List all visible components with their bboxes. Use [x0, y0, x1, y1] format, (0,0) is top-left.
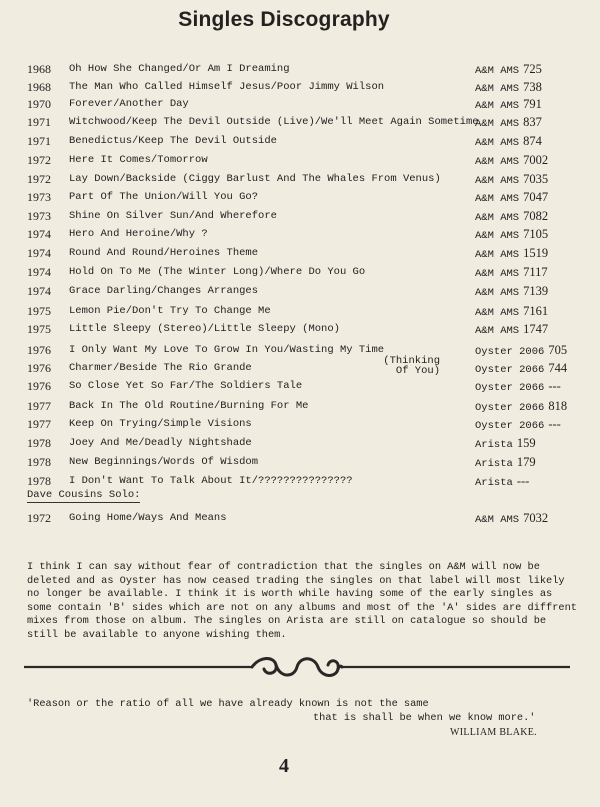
single-label: A&M AMS 7035	[475, 172, 549, 187]
single-catalogue-number: 7117	[523, 265, 548, 279]
single-label: Oyster 2066 ---	[475, 417, 561, 432]
single-label: A&M AMS 7139	[475, 284, 549, 299]
single-title: Keep On Trying/Simple Visions	[69, 418, 252, 430]
single-year: 1968	[27, 80, 51, 94]
page-title: Singles Discography	[178, 8, 390, 31]
single-label: Arista 179	[475, 455, 536, 470]
single-catalogue-number: 874	[523, 134, 542, 148]
single-title: Round And Round/Heroines Theme	[69, 247, 259, 259]
single-catalogue-number: 7082	[523, 209, 549, 223]
single-catalogue-number: 7161	[523, 304, 549, 318]
single-year: 1974	[27, 227, 51, 241]
single-year: 1975	[27, 322, 51, 336]
single-title: Hold On To Me (The Winter Long)/Where Do You Go	[69, 266, 366, 278]
solo-heading: Dave Cousins Solo:	[27, 489, 141, 501]
single-catalogue-number: ---	[548, 417, 561, 431]
single-year: 1978	[27, 474, 51, 488]
single-year: 1970	[27, 97, 51, 111]
single-title: Part Of The Union/Will You Go?	[69, 191, 259, 203]
single-label: A&M AMS 738	[475, 80, 542, 95]
single-label: A&M AMS 874	[475, 134, 542, 149]
single-label: Oyster 2006 705	[475, 343, 568, 358]
single-label: A&M AMS 7117	[475, 265, 548, 280]
single-year: 1973	[27, 209, 51, 223]
single-title: Oh How She Changed/Or Am I Dreaming	[69, 63, 290, 75]
single-title: Little Sleepy (Stereo)/Little Sleepy (Mono)	[69, 323, 340, 335]
single-label: Arista ---	[475, 474, 530, 489]
single-catalogue-number: 7047	[523, 190, 549, 204]
single-catalogue-number: ---	[516, 474, 530, 488]
single-catalogue-number: 744	[548, 361, 568, 375]
paragraph-line: still be available to anyone wishing them.	[27, 628, 287, 641]
single-year: 1972	[27, 511, 51, 525]
single-title: Joey And Me/Deadly Nightshade	[69, 437, 252, 449]
single-title: Lemon Pie/Don't Try To Change Me	[69, 305, 271, 317]
single-title: Lay Down/Backside (Ciggy Barlust And The Whales From Venus)	[69, 173, 441, 185]
single-catalogue-number: 1519	[523, 246, 549, 260]
single-catalogue-number: 7002	[523, 153, 549, 167]
single-title: Hero And Heroine/Why ?	[69, 228, 208, 240]
single-catalogue-number: 159	[516, 436, 536, 450]
single-label: A&M AMS 7105	[475, 227, 549, 242]
single-title: I Only Want My Love To Grow In You/Wasting My Time	[69, 344, 385, 356]
single-year: 1971	[27, 115, 51, 129]
single-title: Back In The Old Routine/Burning For Me	[69, 400, 309, 412]
single-year: 1976	[27, 361, 51, 375]
single-label: A&M AMS 7082	[475, 209, 549, 224]
single-catalogue-number: 179	[516, 455, 536, 469]
single-label: Oyster 2066 ---	[475, 379, 561, 394]
page-number: 4	[279, 755, 289, 777]
margin-note	[376, 356, 440, 376]
single-year: 1974	[27, 246, 51, 260]
single-year: 1977	[27, 399, 51, 413]
single-catalogue-number: 818	[548, 399, 568, 413]
single-year: 1972	[27, 172, 51, 186]
commentary-paragraph	[27, 561, 583, 643]
single-catalogue-number: 7032	[523, 511, 549, 525]
paragraph-line: I think I can say without fear of contradiction that the singles on A&M will now be	[27, 561, 540, 573]
single-title: Forever/Another Day	[69, 98, 189, 110]
paragraph-line: deleted and as Oyster has now ceased trading the singles on that label will most likely	[27, 574, 565, 587]
single-year: 1973	[27, 190, 51, 204]
single-title: The Man Who Called Himself Jesus/Poor Jimmy Wilson	[69, 81, 385, 93]
single-label: A&M AMS 7002	[475, 153, 549, 168]
blake-quote	[27, 697, 547, 725]
single-label: Oyster 2066 818	[475, 399, 568, 414]
single-catalogue-number: 791	[523, 97, 542, 111]
single-catalogue-number: 7139	[523, 284, 549, 298]
ornamental-divider	[24, 652, 570, 682]
single-title: New Beginnings/Words Of Wisdom	[69, 456, 259, 468]
single-title: Going Home/Ways And Means	[69, 512, 227, 524]
single-year: 1971	[27, 134, 51, 148]
single-label: A&M AMS 725	[475, 62, 542, 77]
single-title: I Don't Want To Talk About It/???????????????	[69, 475, 353, 487]
single-year: 1972	[27, 153, 51, 167]
single-year: 1978	[27, 455, 51, 469]
quote-author: WILLIAM BLAKE.	[450, 727, 537, 738]
margin-note-line: Of You)	[395, 365, 440, 377]
single-year: 1977	[27, 417, 51, 431]
single-label: A&M AMS 1747	[475, 322, 549, 337]
single-catalogue-number: ---	[548, 379, 561, 393]
paragraph-line: some contain 'B' sides which are not on any albums and most of the 'A' sides are diffrent	[27, 601, 577, 614]
single-label: A&M AMS 837	[475, 115, 542, 130]
single-catalogue-number: 7035	[523, 172, 549, 186]
paragraph-line: mixes from those on album. The singles on Arista are still on catalogue so should be	[27, 615, 547, 628]
single-year: 1976	[27, 379, 51, 393]
single-year: 1974	[27, 265, 51, 279]
single-catalogue-number: 738	[523, 80, 542, 94]
single-year: 1976	[27, 343, 51, 357]
single-catalogue-number: 837	[523, 115, 542, 129]
margin-note-line: (Thinking	[383, 355, 440, 367]
single-title: Here It Comes/Tomorrow	[69, 154, 208, 166]
single-catalogue-number: 725	[523, 62, 542, 76]
single-catalogue-number: 705	[548, 343, 568, 357]
single-year: 1978	[27, 436, 51, 450]
scroll-ornament-icon	[252, 658, 342, 675]
single-year: 1968	[27, 62, 51, 76]
single-label: A&M AMS 7161	[475, 304, 549, 319]
single-title: Benedictus/Keep The Devil Outside	[69, 135, 277, 147]
single-title: Grace Darling/Changes Arranges	[69, 285, 259, 297]
single-title: So Close Yet So Far/The Soldiers Tale	[69, 380, 303, 392]
quote-line: that is shall be when we know more.'	[313, 712, 536, 724]
single-label: A&M AMS 1519	[475, 246, 549, 261]
single-label: A&M AMS 791	[475, 97, 542, 112]
single-label: A&M AMS 7047	[475, 190, 549, 205]
single-label: A&M AMS 7032	[475, 511, 549, 526]
single-label: Oyster 2066 744	[475, 361, 568, 376]
single-catalogue-number: 7105	[523, 227, 549, 241]
single-year: 1975	[27, 304, 51, 318]
single-title: Witchwood/Keep The Devil Outside (Live)/We'll Meet Again Sometime	[69, 116, 479, 128]
single-title: Shine On Silver Sun/And Wherefore	[69, 210, 277, 222]
quote-line: 'Reason or the ratio of all we have already known is not the same	[27, 698, 429, 710]
paragraph-line: no longer be available. I think it is worth while having some of the early singles as	[27, 588, 553, 601]
single-title: Charmer/Beside The Rio Grande	[69, 362, 252, 374]
single-year: 1974	[27, 284, 51, 298]
single-label: Arista 159	[475, 436, 536, 451]
single-catalogue-number: 1747	[523, 322, 549, 336]
